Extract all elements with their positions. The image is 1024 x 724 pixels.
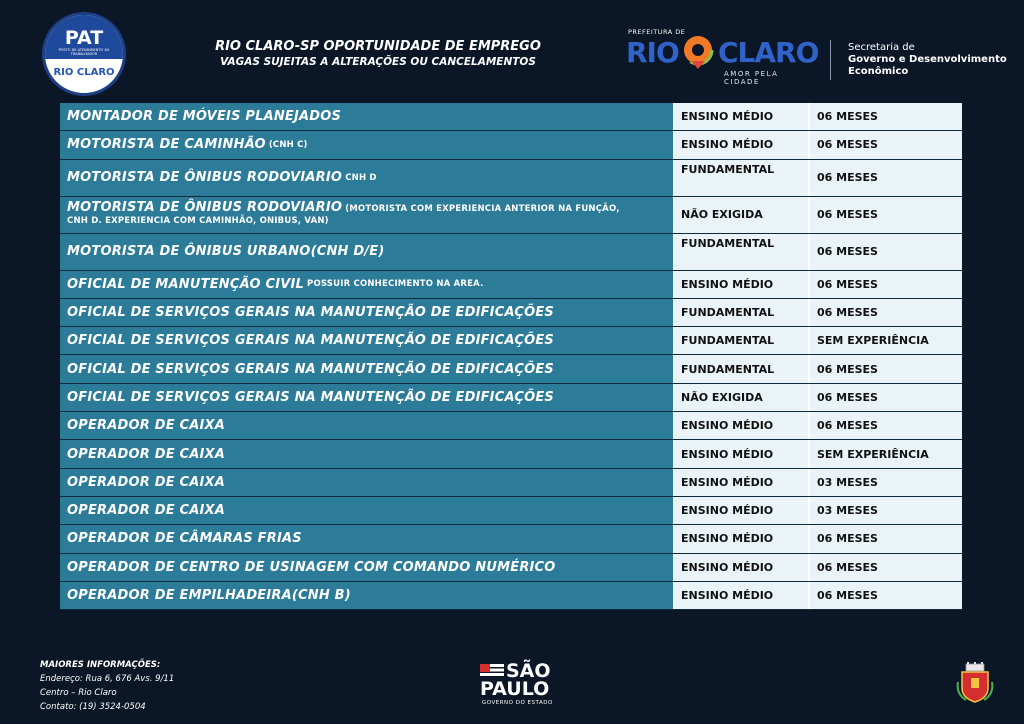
education-cell: ENSINO MÉDIO — [673, 469, 808, 496]
experience-cell: 06 MESES — [808, 412, 962, 439]
prefeitura-rio-claro-logo — [626, 26, 819, 86]
experience-cell: SEM EXPERIÊNCIA — [808, 327, 962, 354]
job-title-cell — [60, 160, 673, 196]
pat-logo-title: PAT — [64, 27, 104, 49]
education-cell: ENSINO MÉDIO — [673, 103, 808, 130]
sao-paulo-government-logo — [478, 662, 558, 712]
job-title-cell — [60, 131, 673, 158]
education-cell: NÃO EXIGIDA — [673, 197, 808, 233]
job-title: OPERADOR DE CAIXA — [67, 418, 226, 434]
job-title: OPERADOR DE CÂMARAS FRIAS — [67, 531, 302, 547]
table-row — [60, 384, 962, 412]
education-cell: FUNDAMENTAL — [673, 160, 808, 196]
table-row — [60, 525, 962, 553]
job-table — [60, 103, 962, 610]
table-row — [60, 299, 962, 327]
contact-district: Centro – Rio Claro — [40, 688, 117, 698]
sp-logo-line1: SÃO — [506, 660, 551, 682]
education-cell: ENSINO MÉDIO — [673, 271, 808, 298]
logo-tagline: AMOR PELA CIDADE — [724, 70, 779, 86]
job-title-cell — [60, 582, 673, 609]
contact-heading: MAIORES INFORMAÇÕES: — [40, 660, 161, 670]
education-cell: ENSINO MÉDIO — [673, 131, 808, 158]
job-title: OPERADOR DE EMPILHADEIRA — [67, 588, 292, 603]
experience-cell: 06 MESES — [808, 525, 962, 552]
page-title-line1: RIO CLARO-SP OPORTUNIDADE DE EMPREGO — [215, 39, 541, 54]
job-title-cell — [60, 440, 673, 467]
table-row — [60, 271, 962, 299]
page-title — [208, 38, 548, 70]
table-row — [60, 234, 962, 271]
secretaria-label — [848, 42, 1007, 78]
job-note: (MOTORISTA COM EXPERIENCIA ANTERIOR NA FUNÇÃO, — [345, 204, 620, 215]
map-pin-icon — [680, 34, 716, 70]
job-note: POSSUIR CONHECIMENTO NA AREA. — [307, 279, 484, 290]
education-cell: ENSINO MÉDIO — [673, 497, 808, 524]
table-row — [60, 554, 962, 582]
job-title-cell — [60, 299, 673, 326]
experience-cell: 06 MESES — [808, 234, 962, 270]
experience-cell: 06 MESES — [808, 197, 962, 233]
table-row — [60, 412, 962, 440]
experience-cell: 06 MESES — [808, 131, 962, 158]
pat-logo-subtitle: POSTO DE ATENDIMENTO AO TRABALHADOR — [58, 48, 110, 56]
job-title: MOTORISTA DE CAMINHÃO — [67, 137, 266, 153]
job-title-cell — [60, 355, 673, 382]
job-note-line2: CNH D. EXPERIENCIA COM CAMINHÃO, ONIBUS, VAN) — [67, 216, 329, 227]
job-note: CNH D — [345, 172, 377, 183]
education-cell: FUNDAMENTAL — [673, 234, 808, 270]
table-row — [60, 327, 962, 355]
table-row — [60, 197, 962, 234]
job-note: (CNH D/E) — [310, 244, 385, 260]
table-row — [60, 103, 962, 131]
education-cell: ENSINO MÉDIO — [673, 554, 808, 581]
experience-cell: 06 MESES — [808, 299, 962, 326]
experience-cell: 06 MESES — [808, 554, 962, 581]
logo-rio-text: RIO — [626, 36, 679, 69]
education-cell: ENSINO MÉDIO — [673, 525, 808, 552]
table-row — [60, 440, 962, 468]
logo-claro-text: CLARO — [718, 36, 819, 69]
job-title: MOTORISTA DE ÔNIBUS RODOVIARIO — [67, 170, 343, 186]
experience-cell: 06 MESES — [808, 582, 962, 609]
job-note: (CNH B) — [291, 588, 351, 603]
education-cell: ENSINO MÉDIO — [673, 582, 808, 609]
job-title: OPERADOR DE CAIXA — [67, 503, 226, 519]
experience-cell: 06 MESES — [808, 271, 962, 298]
secretaria-line1: Secretaria de — [848, 42, 915, 53]
pat-logo-banner — [45, 15, 123, 59]
job-title-cell — [60, 497, 673, 524]
education-cell: ENSINO MÉDIO — [673, 412, 808, 439]
pat-logo-city: RIO CLARO — [53, 67, 115, 78]
experience-cell: 06 MESES — [808, 355, 962, 382]
job-title: OFICIAL DE SERVIÇOS GERAIS NA MANUTENÇÃO DE EDIFICAÇÕES — [67, 361, 554, 377]
job-title-cell — [60, 327, 673, 354]
experience-cell: 06 MESES — [808, 160, 962, 196]
job-title-cell — [60, 103, 673, 130]
education-cell: FUNDAMENTAL — [673, 327, 808, 354]
sp-logo-line3: GOVERNO DO ESTADO — [482, 700, 553, 706]
experience-cell: 03 MESES — [808, 469, 962, 496]
experience-cell: 03 MESES — [808, 497, 962, 524]
education-cell: FUNDAMENTAL — [673, 299, 808, 326]
job-title-cell — [60, 412, 673, 439]
contact-address: Endereço: Rua 6, 676 Avs. 9/11 — [40, 674, 175, 684]
table-row — [60, 582, 962, 610]
job-title-cell — [60, 525, 673, 552]
table-row — [60, 131, 962, 159]
job-title: OFICIAL DE SERVIÇOS GERAIS NA MANUTENÇÃO DE EDIFICAÇÕES — [67, 305, 554, 321]
experience-cell: 06 MESES — [808, 103, 962, 130]
pat-logo — [42, 12, 126, 96]
education-cell: NÃO EXIGIDA — [673, 384, 808, 411]
page-title-line2: VAGAS SUJEITAS A ALTERAÇÕES OU CANCELAMENTOS — [220, 56, 536, 68]
experience-cell: SEM EXPERIÊNCIA — [808, 440, 962, 467]
job-title-cell — [60, 197, 673, 233]
table-row — [60, 497, 962, 525]
coat-of-arms-icon — [956, 662, 994, 704]
job-title: MOTORISTA DE ÔNIBUS URBANO — [67, 244, 311, 260]
education-cell: FUNDAMENTAL — [673, 355, 808, 382]
job-title-cell — [60, 554, 673, 581]
sp-logo-line2: PAULO — [480, 678, 550, 700]
job-title-cell — [60, 384, 673, 411]
prefeitura-label: PREFEITURA DE — [628, 28, 686, 36]
job-title-cell — [60, 234, 673, 270]
job-title-cell — [60, 271, 673, 298]
job-title: OFICIAL DE SERVIÇOS GERAIS NA MANUTENÇÃO DE EDIFICAÇÕES — [67, 389, 554, 405]
header-divider — [830, 40, 831, 80]
education-cell: ENSINO MÉDIO — [673, 440, 808, 467]
job-title: OPERADOR DE CAIXA — [67, 446, 226, 462]
table-row — [60, 355, 962, 383]
job-title-cell — [60, 469, 673, 496]
job-title: MOTORISTA DE ÔNIBUS RODOVIARIO — [67, 200, 343, 216]
job-title: OFICIAL DE SERVIÇOS GERAIS NA MANUTENÇÃO DE EDIFICAÇÕES — [67, 333, 554, 349]
table-row — [60, 160, 962, 197]
job-title: OPERADOR DE CAIXA — [67, 474, 226, 490]
job-title: MONTADOR DE MÓVEIS PLANEJADOS — [67, 109, 342, 125]
job-title: OPERADOR DE CENTRO DE USINAGEM COM COMANDO NUMÉRICO — [67, 559, 556, 575]
secretaria-line2: Governo e Desenvolvimento — [848, 54, 1007, 65]
contact-phone: Contato: (19) 3524-0504 — [40, 702, 146, 712]
job-title: OFICIAL DE MANUTENÇÃO CIVIL — [67, 276, 305, 292]
experience-cell: 06 MESES — [808, 384, 962, 411]
contact-info — [40, 658, 174, 714]
job-note: (CNH C) — [268, 139, 308, 150]
secretaria-line3: Econômico — [848, 66, 909, 77]
table-row — [60, 469, 962, 497]
